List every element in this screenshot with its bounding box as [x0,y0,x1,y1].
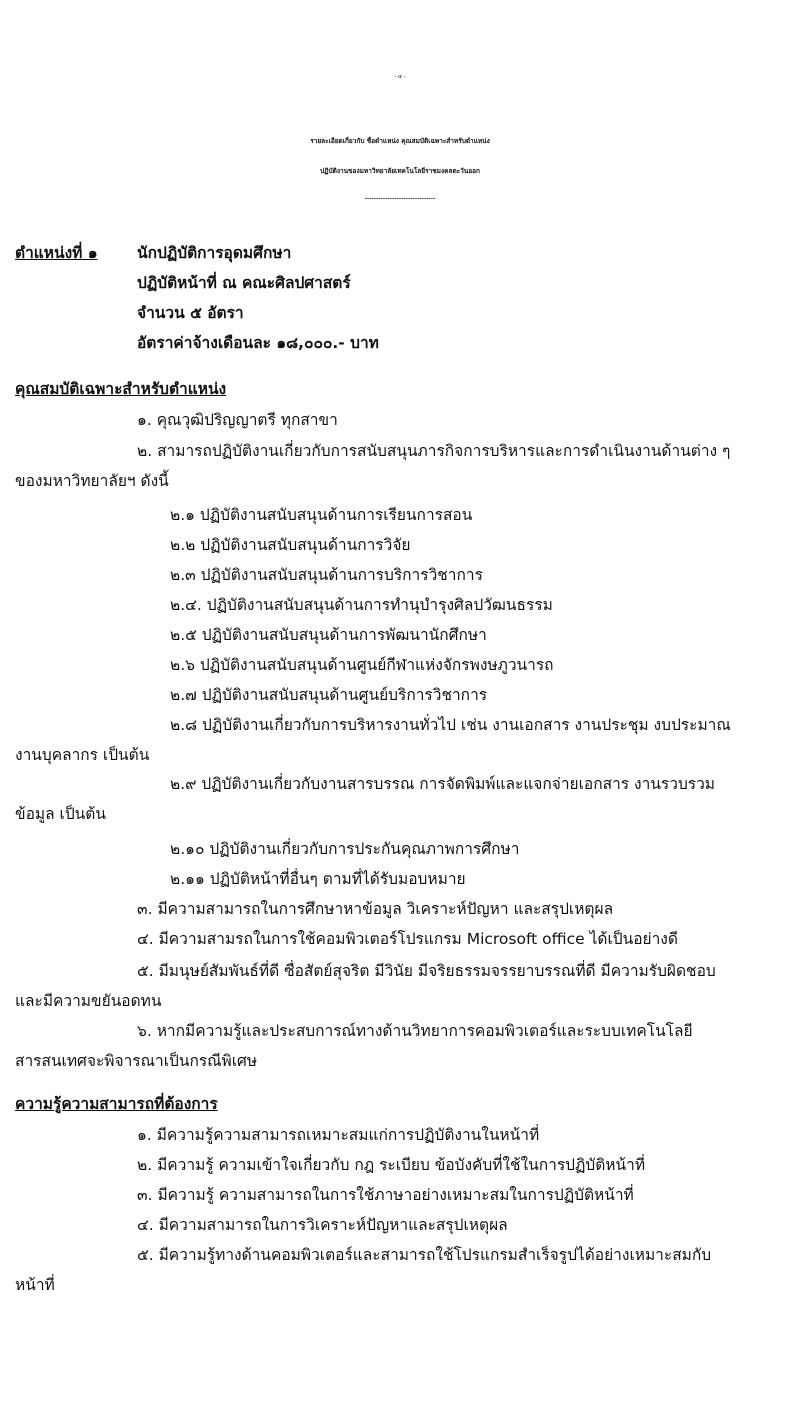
qualification-item-continued: สารสนเทศจะพิจารณาเป็นกรณีพิเศษ [15,1052,258,1070]
position-name: นักปฏิบัติการอุดมศึกษา [137,244,292,262]
position-salary: อัตราค่าจ้างเดือนละ ๑๘,๐๐๐.- บาท [137,334,379,352]
qualification-item-continued: และมีความขยันอดทน [15,992,162,1010]
sub-qualification-item: ๒.๘ ปฏิบัติงานเกี่ยวกับการบริหารงานทั่วไป เช่น งานเอกสาร งานประชุม งบประมาณ [170,716,731,734]
sub-qualification-item: ๒.๑๐ ปฏิบัติงานเกี่ยวกับการประกันคุณภาพการศึกษา [170,840,520,858]
qualification-item: ๖. หากมีความรู้และประสบการณ์ทางด้านวิทยาการคอมพิวเตอร์และระบบเทคโนโลยี [137,1022,693,1040]
knowledge-item: ๒. มีความรู้ ความเข้าใจเกี่ยวกับ กฎ ระเบียบ ข้อบังคับที่ใช้ในการปฏิบัติหน้าที่ [137,1156,646,1174]
knowledge-item: ๕. มีความรู้ทางด้านคอมพิวเตอร์และสามารถใช้โปรแกรมสำเร็จรูปได้อย่างเหมาะสมกับ [137,1246,712,1264]
position-location: ปฏิบัติหน้าที่ ณ คณะศิลปศาสตร์ [137,274,351,292]
document-title-line-2: ปฏิบัติงานของมหาวิทยาลัยเทคโนโลยีราชมงคลตะวันออก [320,167,480,175]
qualification-item-continued: ของมหาวิทยาลัยฯ ดังนี้ [15,472,169,490]
sub-qualification-item: ๒.๑ ปฏิบัติงานสนับสนุนด้านการเรียนการสอน [170,506,473,524]
title-separator: ------------------------------- [364,196,436,202]
knowledge-heading: ความรู้ความสามารถที่ต้องการ [15,1095,218,1113]
qualification-item: ๑. คุณวุฒิปริญญาตรี ทุกสาขา [137,411,338,429]
qualification-item: ๔. มีความสามรถในการใช้คอมพิวเตอร์โปรแกรม Microsoft office ได้เป็นอย่างดี [137,930,678,948]
sub-qualification-item: ๒.๒ ปฏิบัติงานสนับสนุนด้านการวิจัย [170,536,411,554]
sub-qualification-item-continued: งานบุคลากร เป็นต้น [15,746,150,764]
position-count: จำนวน ๕ อัตรา [137,304,244,322]
sub-qualification-item: ๒.๙ ปฏิบัติงานเกี่ยวกับงานสารบรรณ การจัดพิมพ์และแจกจ่ายเอกสาร งานรวบรวม [170,775,716,793]
page-number: - ๔ - [394,74,406,80]
knowledge-item-continued: หน้าที่ [15,1276,55,1294]
qualification-item: ๕. มีมนุษย์สัมพันธ์ที่ดี ซื่อสัตย์สุจริต มีวินัย มีจริยธรรมจรรยาบรรณที่ดี มีความรับผิดชอบ [137,962,716,980]
position-label: ตำแหน่งที่ ๑ [15,244,98,262]
document-title-line-1: รายละเอียดเกี่ยวกับ ชื่อตำแหน่ง คุณสมบัติเฉพาะสำหรับตำแหน่ง [310,137,490,145]
sub-qualification-item: ๒.๕ ปฏิบัติงานสนับสนุนด้านการพัฒนานักศึกษา [170,626,487,644]
qualification-item: ๓. มีความสามารถในการศึกษาหาข้อมูล วิเคราะห์ปัญหา และสรุปเหตุผล [137,900,614,918]
qualifications-heading: คุณสมบัติเฉพาะสำหรับตำแหน่ง [15,380,227,398]
sub-qualification-item: ๒.๖ ปฏิบัติงานสนับสนุนด้านศูนย์กีฬาแห่งจักรพงษภูวนารถ [170,656,554,674]
sub-qualification-item: ๒.๔. ปฏิบัติงานสนับสนุนด้านการทำนุบำรุงศิลปวัฒนธรรม [170,596,553,614]
knowledge-item: ๑. มีความรู้ความสามารถเหมาะสมแก่การปฏิบัติงานในหน้าที่ [137,1126,540,1144]
sub-qualification-item: ๒.๗ ปฏิบัติงานสนับสนุนด้านศูนย์บริการวิชาการ [170,686,488,704]
sub-qualification-item: ๒.๓ ปฏิบัติงานสนับสนุนด้านการบริการวิชาการ [170,566,483,584]
knowledge-item: ๓. มีความรู้ ความสามารถในการใช้ภาษาอย่างเหมาะสมในการปฏิบัติหน้าที่ [137,1186,634,1204]
qualification-item: ๒. สามารถปฏิบัติงานเกี่ยวกับการสนับสนุนภารกิจการบริหารและการดำเนินงานด้านต่าง ๆ [137,442,731,460]
knowledge-item: ๔. มีความสามารถในการวิเคราะห์ปัญหาและสรุปเหตุผล [137,1216,508,1234]
sub-qualification-item-continued: ข้อมูล เป็นต้น [15,805,106,823]
sub-qualification-item: ๒.๑๑ ปฏิบัติหน้าที่อื่นๆ ตามที่ได้รับมอบหมาย [170,870,466,888]
